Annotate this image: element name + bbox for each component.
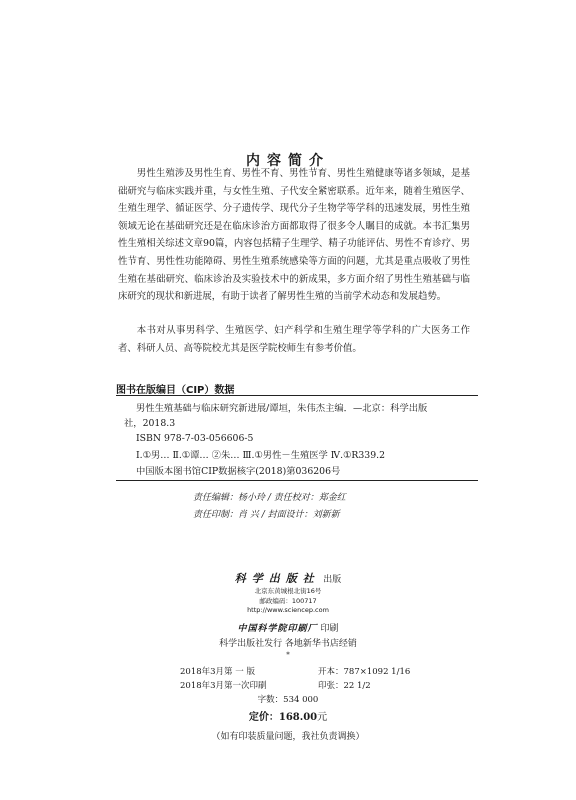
price-unit: 元: [317, 712, 328, 723]
intro-paragraph-1-text: 男性生殖涉及男性生育、男性不育、男性节育、男性生殖健康等诸多领域，是基础研究与临床实践并重，与女性生殖、子代安全紧密联系。近年来，随着生殖医学、生殖生理学、循证医学、分子遗传学、现代分子生物学等学科的迅速发展，男性生殖领域无论在基础研究还是在临床诊治方面都取得了很多令人瞩目的成就。本书汇集男性生殖相关综述文章90篇，内容包括精子生理学、精子功能评估、男性不育诊疗、男性节育、男性性功能障碍、男性生殖系统感染等方面的问题，尤其是重点吸收了男性生殖在基础研究、临床诊治及实验技术中的新成果，多方面介绍了男性生殖基础与临床研究的现状和新进展，有助于读者了解男性生殖的当前学术动态和发展趋势。: [118, 168, 470, 303]
printer-suffix: 印刷: [320, 624, 339, 634]
intro-paragraph-2-text: 本书对从事男科学、生殖医学、妇产科学和生殖生理学等学科的广大医务工作者、科研人员、高等院校尤其是医学院校师生有参考价值。: [118, 325, 470, 354]
publisher-name: 科学出版社: [234, 572, 320, 585]
price-value: 168.00: [278, 712, 318, 723]
cip-rule-bottom: [116, 480, 478, 481]
printer-name: 中国科学院印刷厂: [237, 624, 318, 634]
quality-notice: （如有印装质量问题，我社负责调换）: [211, 732, 365, 742]
cip-line-3: ISBN 978-7-03-056606-5: [136, 433, 254, 444]
cip-line-2: 社，2018.3: [124, 418, 176, 429]
publisher-website: http://www.sciencep.com: [247, 606, 329, 614]
price-row: [0, 708, 576, 723]
spec-edition: 2018年3月第 一 版: [180, 667, 255, 677]
cip-heading: 图书在版编目（CIP）数据: [116, 385, 235, 396]
spec-format: 开本：787×1092 1/16: [318, 667, 411, 677]
distribution-line: 科学出版社发行 各地新华书店经销: [219, 639, 357, 649]
publisher-address: 北京东黄城根北街16号: [254, 587, 322, 595]
publisher-suffix: 出版: [323, 575, 342, 585]
staff-line-1: 责任编辑：杨小玲 / 责任校对：郑金红: [193, 493, 346, 503]
intro-paragraph-1: [118, 165, 470, 306]
intro-paragraph-2: [118, 322, 470, 357]
spec-sheets: 印张：22 1/2: [318, 681, 371, 691]
publisher-row: [0, 570, 576, 586]
price-label: 定价：: [248, 712, 279, 723]
intro-title: 内容简介: [246, 153, 330, 169]
spec-printing: 2018年3月第一次印刷: [180, 681, 267, 691]
cip-line-1: 男性生殖基础与临床研究新进展/谭垣，朱伟杰主编．—北京：科学出版: [136, 403, 428, 414]
cip-line-5: 中国版本图书馆CIP数据核字(2018)第036206号: [136, 466, 341, 477]
cip-line-4: Ⅰ.①男… Ⅱ.①谭… ②朱… Ⅲ.①男性－生殖医学 Ⅳ.①R339.2: [136, 450, 385, 461]
cip-rule-top: [116, 395, 478, 396]
staff-line-2: 责任印制：肖 兴 / 封面设计：刘新新: [193, 510, 340, 520]
separator-mark: *: [286, 651, 290, 659]
publisher-postcode: 邮政编码：100717: [259, 597, 317, 605]
printer-row: [0, 621, 576, 634]
spec-words: 字数：534 000: [257, 695, 319, 705]
